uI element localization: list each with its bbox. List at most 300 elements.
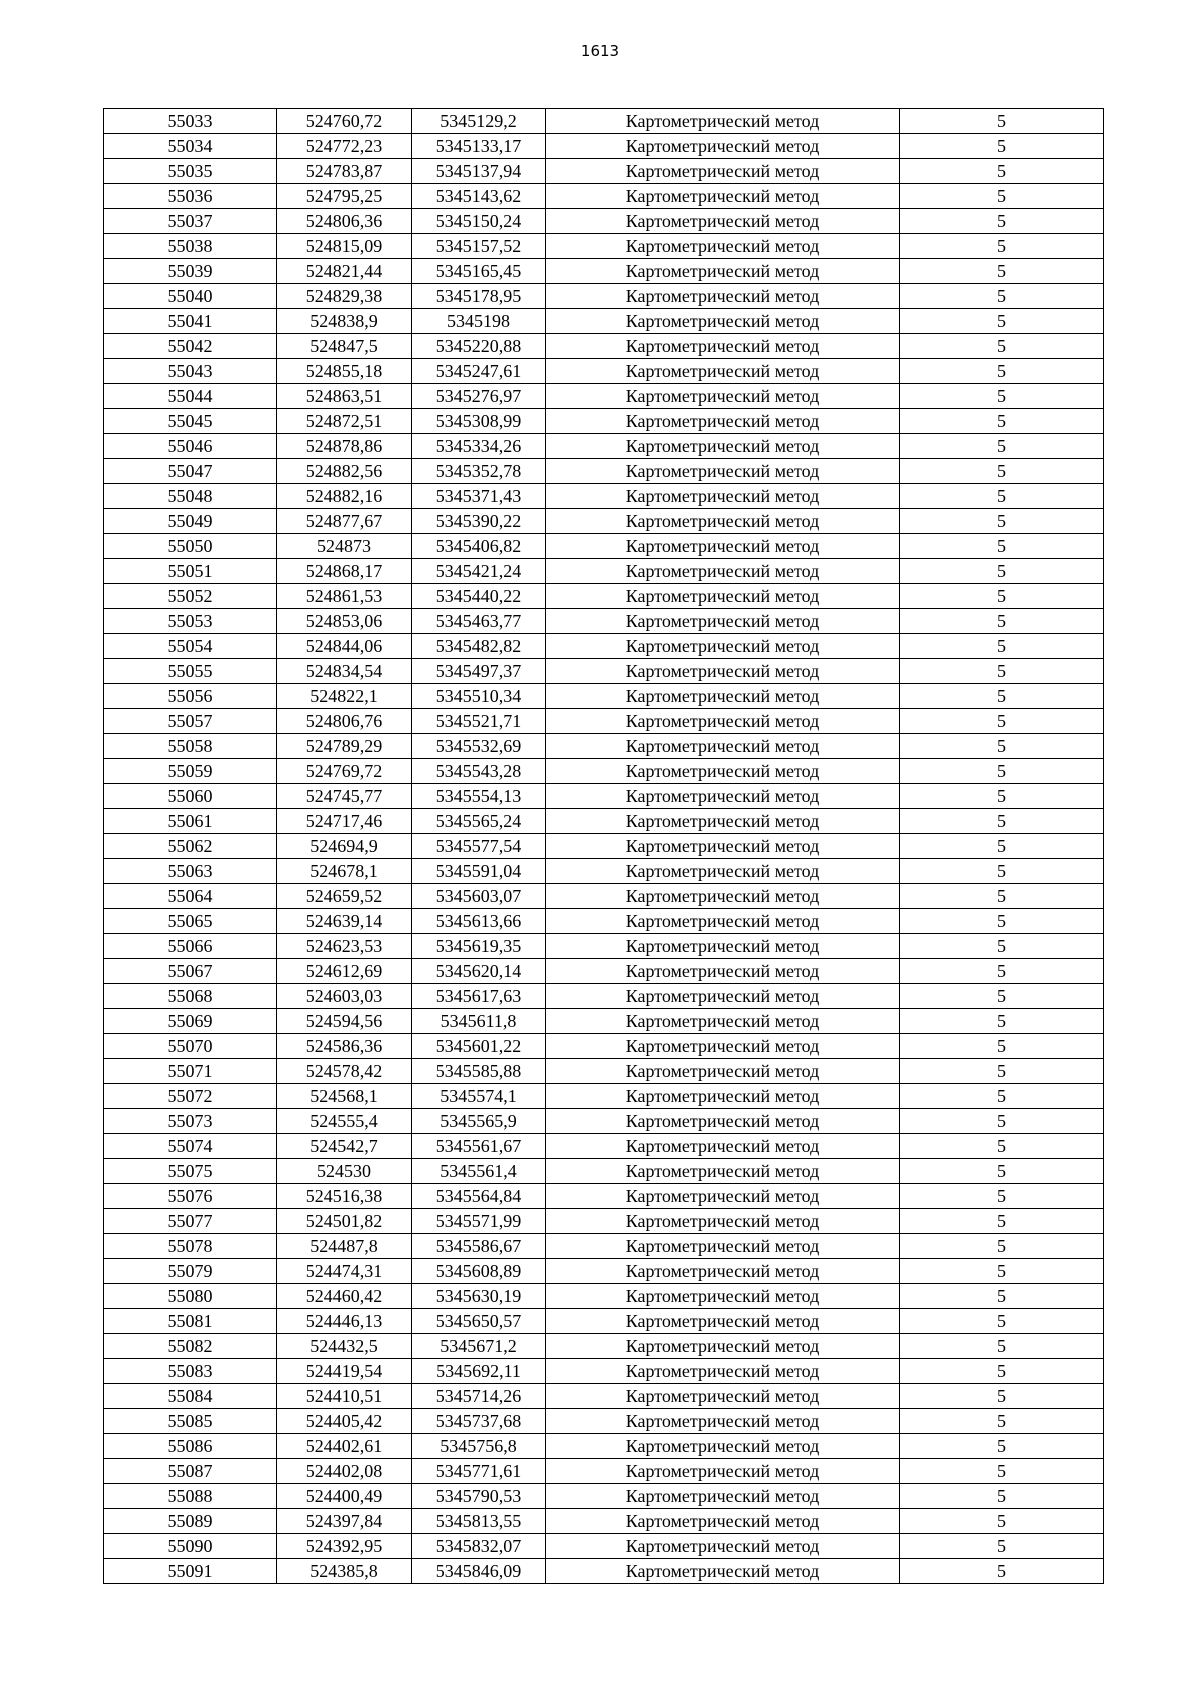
x-coordinate-cell: 524877,67 [277,509,412,534]
method-cell: Картометрический метод [546,1409,900,1434]
y-coordinate-cell: 5345510,34 [412,684,546,709]
accuracy-cell: 5 [900,384,1104,409]
y-coordinate-cell: 5345846,09 [412,1559,546,1584]
point-number-cell: 55081 [104,1309,277,1334]
y-coordinate-cell: 5345737,68 [412,1409,546,1434]
table-row [104,659,1104,684]
y-coordinate-cell: 5345521,71 [412,709,546,734]
accuracy-cell: 5 [900,259,1104,284]
method-cell: Картометрический метод [546,1434,900,1459]
y-coordinate-cell: 5345790,53 [412,1484,546,1509]
method-cell: Картометрический метод [546,759,900,784]
method-cell: Картометрический метод [546,909,900,934]
table-row [104,1009,1104,1034]
point-number-cell: 55071 [104,1059,277,1084]
table-row [104,1309,1104,1334]
accuracy-cell: 5 [900,1534,1104,1559]
table-row [104,284,1104,309]
method-cell: Картометрический метод [546,809,900,834]
x-coordinate-cell: 524623,53 [277,934,412,959]
table-row [104,609,1104,634]
method-cell: Картометрический метод [546,184,900,209]
point-number-cell: 55089 [104,1509,277,1534]
x-coordinate-cell: 524769,72 [277,759,412,784]
accuracy-cell: 5 [900,1184,1104,1209]
table-row [104,209,1104,234]
accuracy-cell: 5 [900,359,1104,384]
accuracy-cell: 5 [900,1334,1104,1359]
x-coordinate-cell: 524789,29 [277,734,412,759]
method-cell: Картометрический метод [546,484,900,509]
method-cell: Картометрический метод [546,409,900,434]
method-cell: Картометрический метод [546,1234,900,1259]
point-number-cell: 55052 [104,584,277,609]
y-coordinate-cell: 5345129,2 [412,109,546,134]
point-number-cell: 55044 [104,384,277,409]
x-coordinate-cell: 524446,13 [277,1309,412,1334]
accuracy-cell: 5 [900,109,1104,134]
method-cell: Картометрический метод [546,1559,900,1584]
y-coordinate-cell: 5345482,82 [412,634,546,659]
y-coordinate-cell: 5345585,88 [412,1059,546,1084]
method-cell: Картометрический метод [546,134,900,159]
table-row [104,709,1104,734]
method-cell: Картометрический метод [546,1159,900,1184]
method-cell: Картометрический метод [546,1284,900,1309]
point-number-cell: 55062 [104,834,277,859]
point-number-cell: 55086 [104,1434,277,1459]
table-row [104,859,1104,884]
table-row [104,1234,1104,1259]
y-coordinate-cell: 5345220,88 [412,334,546,359]
accuracy-cell: 5 [900,434,1104,459]
x-coordinate-cell: 524806,36 [277,209,412,234]
y-coordinate-cell: 5345463,77 [412,609,546,634]
point-number-cell: 55045 [104,409,277,434]
x-coordinate-cell: 524868,17 [277,559,412,584]
point-number-cell: 55067 [104,959,277,984]
y-coordinate-cell: 5345650,57 [412,1309,546,1334]
y-coordinate-cell: 5345671,2 [412,1334,546,1359]
x-coordinate-cell: 524783,87 [277,159,412,184]
accuracy-cell: 5 [900,884,1104,909]
x-coordinate-cell: 524678,1 [277,859,412,884]
accuracy-cell: 5 [900,984,1104,1009]
method-cell: Картометрический метод [546,859,900,884]
y-coordinate-cell: 5345756,8 [412,1434,546,1459]
x-coordinate-cell: 524410,51 [277,1384,412,1409]
y-coordinate-cell: 5345334,26 [412,434,546,459]
table-row [104,1459,1104,1484]
x-coordinate-cell: 524760,72 [277,109,412,134]
y-coordinate-cell: 5345554,13 [412,784,546,809]
method-cell: Картометрический метод [546,609,900,634]
table-row [104,734,1104,759]
method-cell: Картометрический метод [546,434,900,459]
point-number-cell: 55033 [104,109,277,134]
point-number-cell: 55075 [104,1159,277,1184]
table-row [104,909,1104,934]
method-cell: Картометрический метод [546,1534,900,1559]
accuracy-cell: 5 [900,1209,1104,1234]
table-row [104,559,1104,584]
method-cell: Картометрический метод [546,259,900,284]
table-row [104,1134,1104,1159]
y-coordinate-cell: 5345586,67 [412,1234,546,1259]
accuracy-cell: 5 [900,559,1104,584]
table-row [104,1084,1104,1109]
accuracy-cell: 5 [900,909,1104,934]
method-cell: Картометрический метод [546,109,900,134]
x-coordinate-cell: 524834,54 [277,659,412,684]
y-coordinate-cell: 5345561,4 [412,1159,546,1184]
table-row [104,959,1104,984]
point-number-cell: 55066 [104,934,277,959]
x-coordinate-cell: 524487,8 [277,1234,412,1259]
table-row [104,459,1104,484]
table-row [104,1334,1104,1359]
table-row [104,109,1104,134]
accuracy-cell: 5 [900,184,1104,209]
x-coordinate-cell: 524822,1 [277,684,412,709]
point-number-cell: 55043 [104,359,277,384]
x-coordinate-cell: 524882,56 [277,459,412,484]
method-cell: Картометрический метод [546,1359,900,1384]
method-cell: Картометрический метод [546,1384,900,1409]
table-row [104,759,1104,784]
x-coordinate-cell: 524717,46 [277,809,412,834]
point-number-cell: 55077 [104,1209,277,1234]
y-coordinate-cell: 5345630,19 [412,1284,546,1309]
x-coordinate-cell: 524612,69 [277,959,412,984]
x-coordinate-cell: 524873 [277,534,412,559]
y-coordinate-cell: 5345613,66 [412,909,546,934]
point-number-cell: 55064 [104,884,277,909]
table-row [104,1484,1104,1509]
method-cell: Картометрический метод [546,509,900,534]
method-cell: Картометрический метод [546,634,900,659]
y-coordinate-cell: 5345406,82 [412,534,546,559]
method-cell: Картометрический метод [546,1059,900,1084]
table-row [104,409,1104,434]
x-coordinate-cell: 524392,95 [277,1534,412,1559]
accuracy-cell: 5 [900,1134,1104,1159]
point-number-cell: 55047 [104,459,277,484]
accuracy-cell: 5 [900,1559,1104,1584]
method-cell: Картометрический метод [546,709,900,734]
accuracy-cell: 5 [900,509,1104,534]
method-cell: Картометрический метод [546,459,900,484]
table-row [104,1209,1104,1234]
x-coordinate-cell: 524402,08 [277,1459,412,1484]
accuracy-cell: 5 [900,1409,1104,1434]
y-coordinate-cell: 5345564,84 [412,1184,546,1209]
method-cell: Картометрический метод [546,734,900,759]
accuracy-cell: 5 [900,159,1104,184]
x-coordinate-cell: 524586,36 [277,1034,412,1059]
table-row [104,309,1104,334]
method-cell: Картометрический метод [546,1259,900,1284]
accuracy-cell: 5 [900,934,1104,959]
method-cell: Картометрический метод [546,1084,900,1109]
x-coordinate-cell: 524745,77 [277,784,412,809]
accuracy-cell: 5 [900,859,1104,884]
point-number-cell: 55049 [104,509,277,534]
point-number-cell: 55078 [104,1234,277,1259]
y-coordinate-cell: 5345390,22 [412,509,546,534]
table-row [104,1109,1104,1134]
accuracy-cell: 5 [900,1034,1104,1059]
x-coordinate-cell: 524501,82 [277,1209,412,1234]
x-coordinate-cell: 524806,76 [277,709,412,734]
point-number-cell: 55084 [104,1384,277,1409]
point-number-cell: 55082 [104,1334,277,1359]
point-number-cell: 55035 [104,159,277,184]
accuracy-cell: 5 [900,809,1104,834]
table-row [104,784,1104,809]
method-cell: Картометрический метод [546,1134,900,1159]
y-coordinate-cell: 5345601,22 [412,1034,546,1059]
y-coordinate-cell: 5345497,37 [412,659,546,684]
table-row [104,234,1104,259]
y-coordinate-cell: 5345619,35 [412,934,546,959]
y-coordinate-cell: 5345574,1 [412,1084,546,1109]
method-cell: Картометрический метод [546,784,900,809]
table-row [104,134,1104,159]
y-coordinate-cell: 5345543,28 [412,759,546,784]
y-coordinate-cell: 5345608,89 [412,1259,546,1284]
accuracy-cell: 5 [900,1009,1104,1034]
point-number-cell: 55070 [104,1034,277,1059]
point-number-cell: 55057 [104,709,277,734]
y-coordinate-cell: 5345620,14 [412,959,546,984]
x-coordinate-cell: 524530 [277,1159,412,1184]
table-row [104,1259,1104,1284]
table-row [104,534,1104,559]
method-cell: Картометрический метод [546,1334,900,1359]
table-row [104,809,1104,834]
point-number-cell: 55061 [104,809,277,834]
accuracy-cell: 5 [900,1384,1104,1409]
accuracy-cell: 5 [900,484,1104,509]
y-coordinate-cell: 5345692,11 [412,1359,546,1384]
method-cell: Картометрический метод [546,1459,900,1484]
x-coordinate-cell: 524603,03 [277,984,412,1009]
x-coordinate-cell: 524882,16 [277,484,412,509]
accuracy-cell: 5 [900,684,1104,709]
accuracy-cell: 5 [900,584,1104,609]
x-coordinate-cell: 524863,51 [277,384,412,409]
method-cell: Картометрический метод [546,834,900,859]
x-coordinate-cell: 524844,06 [277,634,412,659]
accuracy-cell: 5 [900,609,1104,634]
accuracy-cell: 5 [900,1434,1104,1459]
point-number-cell: 55037 [104,209,277,234]
coordinates-table-body [104,109,1104,1584]
table-row [104,434,1104,459]
x-coordinate-cell: 524460,42 [277,1284,412,1309]
accuracy-cell: 5 [900,234,1104,259]
method-cell: Картометрический метод [546,934,900,959]
x-coordinate-cell: 524419,54 [277,1359,412,1384]
point-number-cell: 55058 [104,734,277,759]
accuracy-cell: 5 [900,784,1104,809]
table-row [104,984,1104,1009]
accuracy-cell: 5 [900,634,1104,659]
table-row [104,484,1104,509]
method-cell: Картометрический метод [546,1009,900,1034]
point-number-cell: 55046 [104,434,277,459]
point-number-cell: 55080 [104,1284,277,1309]
point-number-cell: 55039 [104,259,277,284]
y-coordinate-cell: 5345371,43 [412,484,546,509]
y-coordinate-cell: 5345137,94 [412,159,546,184]
accuracy-cell: 5 [900,209,1104,234]
point-number-cell: 55085 [104,1409,277,1434]
table-row [104,334,1104,359]
x-coordinate-cell: 524795,25 [277,184,412,209]
accuracy-cell: 5 [900,709,1104,734]
point-number-cell: 55079 [104,1259,277,1284]
x-coordinate-cell: 524855,18 [277,359,412,384]
y-coordinate-cell: 5345611,8 [412,1009,546,1034]
accuracy-cell: 5 [900,1284,1104,1309]
method-cell: Картометрический метод [546,1209,900,1234]
y-coordinate-cell: 5345247,61 [412,359,546,384]
method-cell: Картометрический метод [546,684,900,709]
point-number-cell: 55051 [104,559,277,584]
x-coordinate-cell: 524694,9 [277,834,412,859]
x-coordinate-cell: 524542,7 [277,1134,412,1159]
point-number-cell: 55034 [104,134,277,159]
x-coordinate-cell: 524578,42 [277,1059,412,1084]
point-number-cell: 55053 [104,609,277,634]
y-coordinate-cell: 5345198 [412,309,546,334]
method-cell: Картометрический метод [546,1109,900,1134]
method-cell: Картометрический метод [546,884,900,909]
method-cell: Картометрический метод [546,1309,900,1334]
y-coordinate-cell: 5345133,17 [412,134,546,159]
table-row [104,509,1104,534]
table-row [104,1509,1104,1534]
table-row [104,634,1104,659]
x-coordinate-cell: 524432,5 [277,1334,412,1359]
y-coordinate-cell: 5345150,24 [412,209,546,234]
x-coordinate-cell: 524772,23 [277,134,412,159]
x-coordinate-cell: 524639,14 [277,909,412,934]
method-cell: Картометрический метод [546,584,900,609]
accuracy-cell: 5 [900,334,1104,359]
x-coordinate-cell: 524397,84 [277,1509,412,1534]
y-coordinate-cell: 5345532,69 [412,734,546,759]
table-row [104,1559,1104,1584]
y-coordinate-cell: 5345771,61 [412,1459,546,1484]
x-coordinate-cell: 524815,09 [277,234,412,259]
y-coordinate-cell: 5345565,24 [412,809,546,834]
y-coordinate-cell: 5345178,95 [412,284,546,309]
point-number-cell: 55072 [104,1084,277,1109]
accuracy-cell: 5 [900,1484,1104,1509]
table-row [104,1434,1104,1459]
y-coordinate-cell: 5345440,22 [412,584,546,609]
x-coordinate-cell: 524594,56 [277,1009,412,1034]
table-row [104,1384,1104,1409]
method-cell: Картометрический метод [546,209,900,234]
x-coordinate-cell: 524821,44 [277,259,412,284]
point-number-cell: 55088 [104,1484,277,1509]
method-cell: Картометрический метод [546,559,900,584]
point-number-cell: 55074 [104,1134,277,1159]
x-coordinate-cell: 524872,51 [277,409,412,434]
x-coordinate-cell: 524385,8 [277,1559,412,1584]
x-coordinate-cell: 524838,9 [277,309,412,334]
accuracy-cell: 5 [900,834,1104,859]
point-number-cell: 55038 [104,234,277,259]
table-row [104,1409,1104,1434]
table-row [104,584,1104,609]
method-cell: Картометрический метод [546,984,900,1009]
x-coordinate-cell: 524402,61 [277,1434,412,1459]
y-coordinate-cell: 5345591,04 [412,859,546,884]
x-coordinate-cell: 524474,31 [277,1259,412,1284]
method-cell: Картометрический метод [546,1509,900,1534]
table-row [104,884,1104,909]
x-coordinate-cell: 524853,06 [277,609,412,634]
method-cell: Картометрический метод [546,284,900,309]
method-cell: Картометрический метод [546,959,900,984]
point-number-cell: 55083 [104,1359,277,1384]
point-number-cell: 55050 [104,534,277,559]
accuracy-cell: 5 [900,1459,1104,1484]
accuracy-cell: 5 [900,459,1104,484]
x-coordinate-cell: 524878,86 [277,434,412,459]
point-number-cell: 55073 [104,1109,277,1134]
method-cell: Картометрический метод [546,309,900,334]
method-cell: Картометрический метод [546,534,900,559]
table-row [104,259,1104,284]
x-coordinate-cell: 524829,38 [277,284,412,309]
point-number-cell: 55055 [104,659,277,684]
table-row [104,159,1104,184]
accuracy-cell: 5 [900,759,1104,784]
coordinates-table [103,108,1104,1584]
table-row [104,1159,1104,1184]
y-coordinate-cell: 5345714,26 [412,1384,546,1409]
method-cell: Картометрический метод [546,359,900,384]
accuracy-cell: 5 [900,1109,1104,1134]
accuracy-cell: 5 [900,734,1104,759]
table-row [104,359,1104,384]
y-coordinate-cell: 5345352,78 [412,459,546,484]
point-number-cell: 55065 [104,909,277,934]
y-coordinate-cell: 5345617,63 [412,984,546,1009]
method-cell: Картометрический метод [546,1484,900,1509]
method-cell: Картометрический метод [546,334,900,359]
y-coordinate-cell: 5345165,45 [412,259,546,284]
point-number-cell: 55036 [104,184,277,209]
accuracy-cell: 5 [900,1234,1104,1259]
table-row [104,1034,1104,1059]
table-row [104,384,1104,409]
accuracy-cell: 5 [900,534,1104,559]
accuracy-cell: 5 [900,1509,1104,1534]
method-cell: Картометрический метод [546,234,900,259]
accuracy-cell: 5 [900,1084,1104,1109]
point-number-cell: 55063 [104,859,277,884]
table-row [104,1059,1104,1084]
accuracy-cell: 5 [900,409,1104,434]
y-coordinate-cell: 5345143,62 [412,184,546,209]
